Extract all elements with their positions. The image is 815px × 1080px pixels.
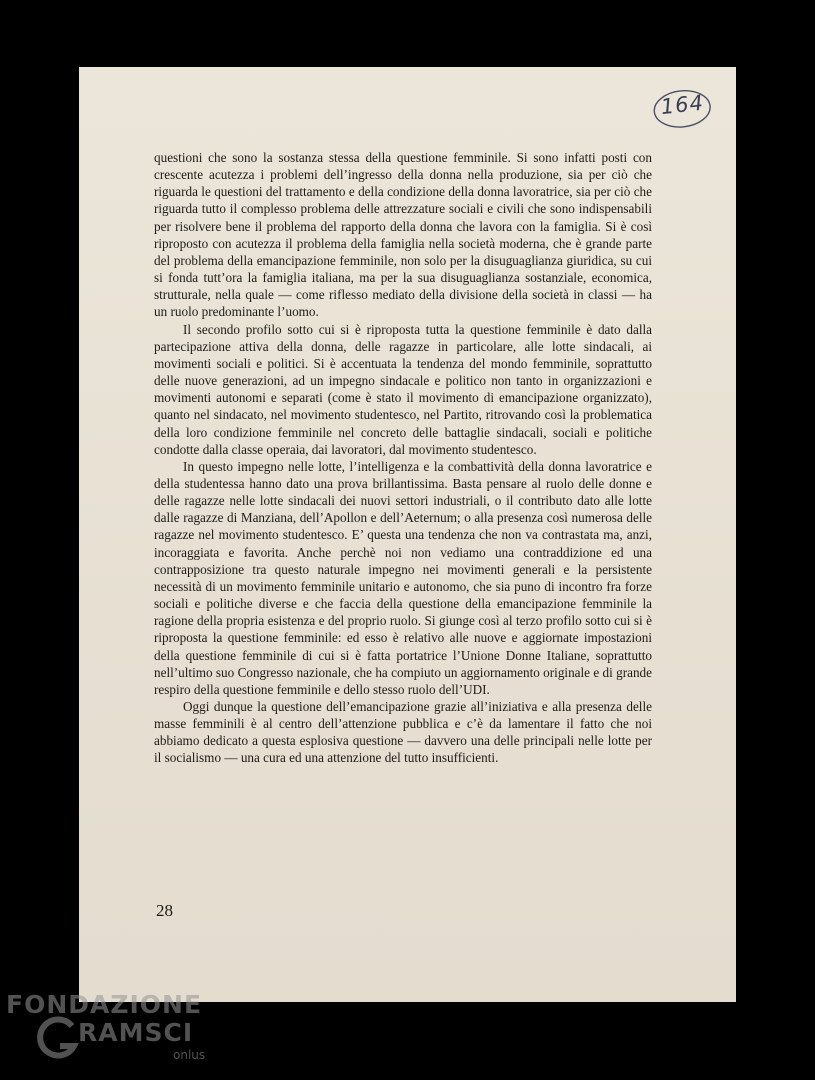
body-text xyxy=(154,149,652,767)
paragraph-1: questioni che sono la sostanza stessa della questione femminile. Si sono infatti posti con crescente acutezza i problemi dell’ingresso della donna nella produzione, sia per ciò che riguarda le questioni del trattamento e della condizione della donna lavoratrice, sia per ciò che riguarda tutto il complesso problema delle attrezzature sociali e civili che sono indispensabili per risolvere bene il problema del rapporto della donna che lavora con la famiglia. Si è così riproposto con acutezza il problema della famiglia nella società moderna, che è grande parte del problema della emancipazione femminile, non solo per la disuguaglianza giuridica, su cui si fonda tutt’ora la famiglia italiana, ma per la sua disuguaglianza sostanziale, economica, strutturale, nella quale — come riflesso mediato della divisione della società in classi — ha un ruolo predominante l’uomo. xyxy=(154,150,652,320)
paragraph-2: Il secondo profilo sotto cui si è riproposta tutta la questione femminile è dato dalla partecipazione attiva della donna, delle ragazze in particolare, alle lotte sindacali, ai movimenti sociali e politici. Si è accentuata la tendenza del mondo femminile, soprattutto delle nuove generazioni, ad un impegno sindacale e politico non tanto in organizzazioni e movimenti autonomi e separati (come è stato il movimento di emancipazione organizzato), quanto nel sindacato, nel movimento studentesco, nel Partito, ritrovando così la problematica della loro condizione femminile nel concreto delle battaglie sindacali, sociali e politiche condotte dalla classe operaia, dai lavoratori, dal movimento studentesco. xyxy=(154,321,652,457)
gramsci-g-logo-icon xyxy=(34,1016,80,1064)
archive-number-text: 164 xyxy=(659,90,706,120)
page-number: 28 xyxy=(156,901,173,920)
watermark-line-2: RAMSCI xyxy=(78,1018,194,1047)
fondazione-gramsci-watermark xyxy=(6,990,206,1080)
paragraph-4: Oggi dunque la questione dell’emancipazione grazie all’iniziativa e alla presenza delle masse femminili è al centro dell’attenzione pubblica e c’è da lamentare il fatto che noi abbiamo dedicato a questa esplosiva questione — davvero una delle principali nelle lotte per il socialismo — una cura ed una attenzione del tutto insufficienti. xyxy=(154,699,652,766)
paragraph-3: In questo impegno nelle lotte, l’intelligenza e la combattività della donna lavoratrice e della studentessa hanno dato una prova brillantissima. Basta pensare al ruolo delle donne e delle ragazze nelle lotte sindacali dei nuovi settori industriali, o il contributo dato alle lotte dalle ragazze di Manziana, dell’Apollon e dell’Aeternum; o alla presenza così numerosa delle ragazze nel movimento studentesco. E’ questa una tendenza che non va contrastata ma, anzi, incoraggiata e favorita. Anche perchè noi non vediamo una contraddizione ed una contrapposizione tra questo naturale impegno nei movimenti generali e la persistente necessità di un movimento femminile unitario e autonomo, che sia puno di incontro fra forze sociali e politiche diverse e che faccia della questione della emancipazione femminile la ragione della propria esistenza e del proprio ruolo. Si giunge così al terzo profilo sotto cui si è riproposta la questione femminile: ed esso è relativo alle nuove e aggiornate impostazioni della questione femminile di cui si è fatta portatrice l’Unione Donne Italiane, soprattutto nell’ultimo suo Congresso nazionale, che ha compiuto un aggiornamento originale e di grande respiro della questione femminile e dello stesso ruolo dell’UDI. xyxy=(154,458,652,697)
watermark-line-3: onlus xyxy=(173,1048,206,1062)
watermark-line-1: FONDAZIONE xyxy=(6,990,203,1019)
archive-page-number-stamp xyxy=(649,84,713,130)
